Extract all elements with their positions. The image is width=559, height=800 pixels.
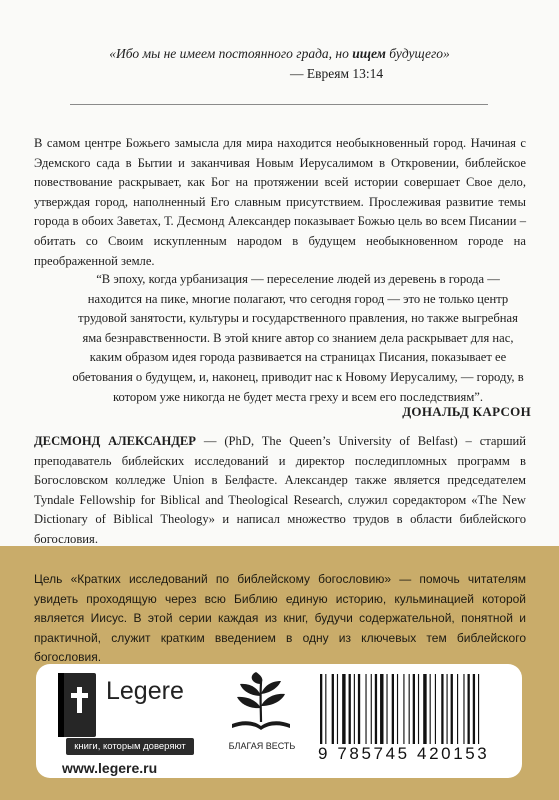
barcode-bar <box>423 674 426 744</box>
barcode-bar <box>413 674 415 744</box>
barcode-bar <box>392 674 394 744</box>
barcode-bar <box>403 674 404 744</box>
intro-paragraph: В самом центре Божьего замысла для мира находится необыкновенный город. Начиная с Эдемского сада в Бытии и заканчивая Новым Иерусалимом в Откровении, библейское повествование раскрывает, как Бог на протяжении всей истории совершает Свое дело, утверждая город, наполненный Его славным присутствием. Прослеживая развитие темы города в обоих Заветах, Т. Десмонд Александер показывает Божью цель во всем Писании – обитать со Своим искупленным народом в будущем необыкновенном городе на преображенной земле. <box>34 136 526 268</box>
author-bio-text: — (PhD, The Queen’s University of Belfast) – старший преподаватель библейских исследований и директор последипломных программ в Богословском колледже Union в Белфасте. Александер также является председателем Tyndale Fellowship for Biblical and Theological Research, служил соредактором «The New Dictionary of Biblical Theology» и написал множество трудов в области библейского богословия. <box>34 434 526 546</box>
blagaya-vest-name: БЛАГАЯ ВЕСТЬ <box>228 741 296 751</box>
barcode-bar <box>478 674 479 744</box>
barcode-bar <box>358 674 360 744</box>
barcode-bar <box>463 674 464 744</box>
barcode-bar <box>451 674 453 744</box>
barcode-bar <box>473 674 475 744</box>
epigraph-text-start: «Ибо мы не имеем постоянного града, но <box>109 46 353 61</box>
divider <box>70 104 488 105</box>
isbn-number: 9 785745 420153 <box>318 744 490 763</box>
barcode-bar <box>418 674 419 744</box>
barcode-bar <box>320 674 322 744</box>
book-cross-icon <box>58 673 96 737</box>
epigraph-reference: — Евреям 13:14 <box>290 66 384 81</box>
author-bio <box>34 432 526 550</box>
barcode-bar <box>375 674 377 744</box>
cross-vertical <box>77 687 82 713</box>
barcode-bar <box>397 674 398 744</box>
barcode-bar <box>349 674 351 744</box>
barcode-bar <box>365 674 366 744</box>
author-bio-name: ДЕСМОНД АЛЕКСАНДЕР <box>34 434 196 448</box>
barcode-bar <box>430 674 431 744</box>
barcode-bar <box>342 674 345 744</box>
barcode-bar <box>457 674 458 744</box>
barcode-bar <box>435 674 436 744</box>
barcode-bar <box>354 674 355 744</box>
legere-url: www.legere.ru <box>62 760 158 776</box>
barcode-bar <box>447 674 448 744</box>
epigraph-emphasis: ищем <box>352 46 386 61</box>
barcode-bar <box>468 674 470 744</box>
barcode-bar <box>380 674 383 744</box>
barcode-icon <box>318 674 514 744</box>
barcode-bar <box>325 674 326 744</box>
series-paragraph: Цель «Кратких исследований по библейскому богословию» — помочь читателям увидеть проходящую через всю Библию единую историю, кульминацией которой является Иисус. В этой серии каждая из книг, будучи содержательной, понятной и практичной, служит кратким введением в одну из ключевых тем библейского богословия. <box>34 572 526 665</box>
epigraph <box>0 46 559 62</box>
barcode-bar <box>332 674 334 744</box>
barcode-bar <box>337 674 338 744</box>
endorsement-quote: “В эпоху, когда урбанизация — переселение людей из деревень в города — находится на пике, многие полагают, что сегодня город — это не только центр трудовой занятости, культуры и государственного правления, но также выгребная яма безнравственности. В этой книге автор со знанием дела раскрывает для нас, каким образом идея города развивается на страницах Писания, показывает ее обетования о будущем, и, наконец, приводит нас к Новому Иерусалиму, — городу, в котором уже никогда не будет места греху и всем его последствиям”. <box>72 272 524 404</box>
barcode-bar <box>409 674 410 744</box>
barcode-bar <box>371 674 372 744</box>
endorsement-author: ДОНАЛЬД КАРСОН <box>402 404 531 419</box>
plant-book-icon <box>226 672 296 734</box>
cross-horizontal <box>71 693 88 698</box>
barcode-bar <box>441 674 443 744</box>
epigraph-text-end: будущего» <box>385 46 450 61</box>
barcode-bar <box>386 674 387 744</box>
legere-tagline: книги, которым доверяют <box>66 738 194 755</box>
legere-name: Legere <box>106 677 184 705</box>
book-spine <box>58 673 64 737</box>
